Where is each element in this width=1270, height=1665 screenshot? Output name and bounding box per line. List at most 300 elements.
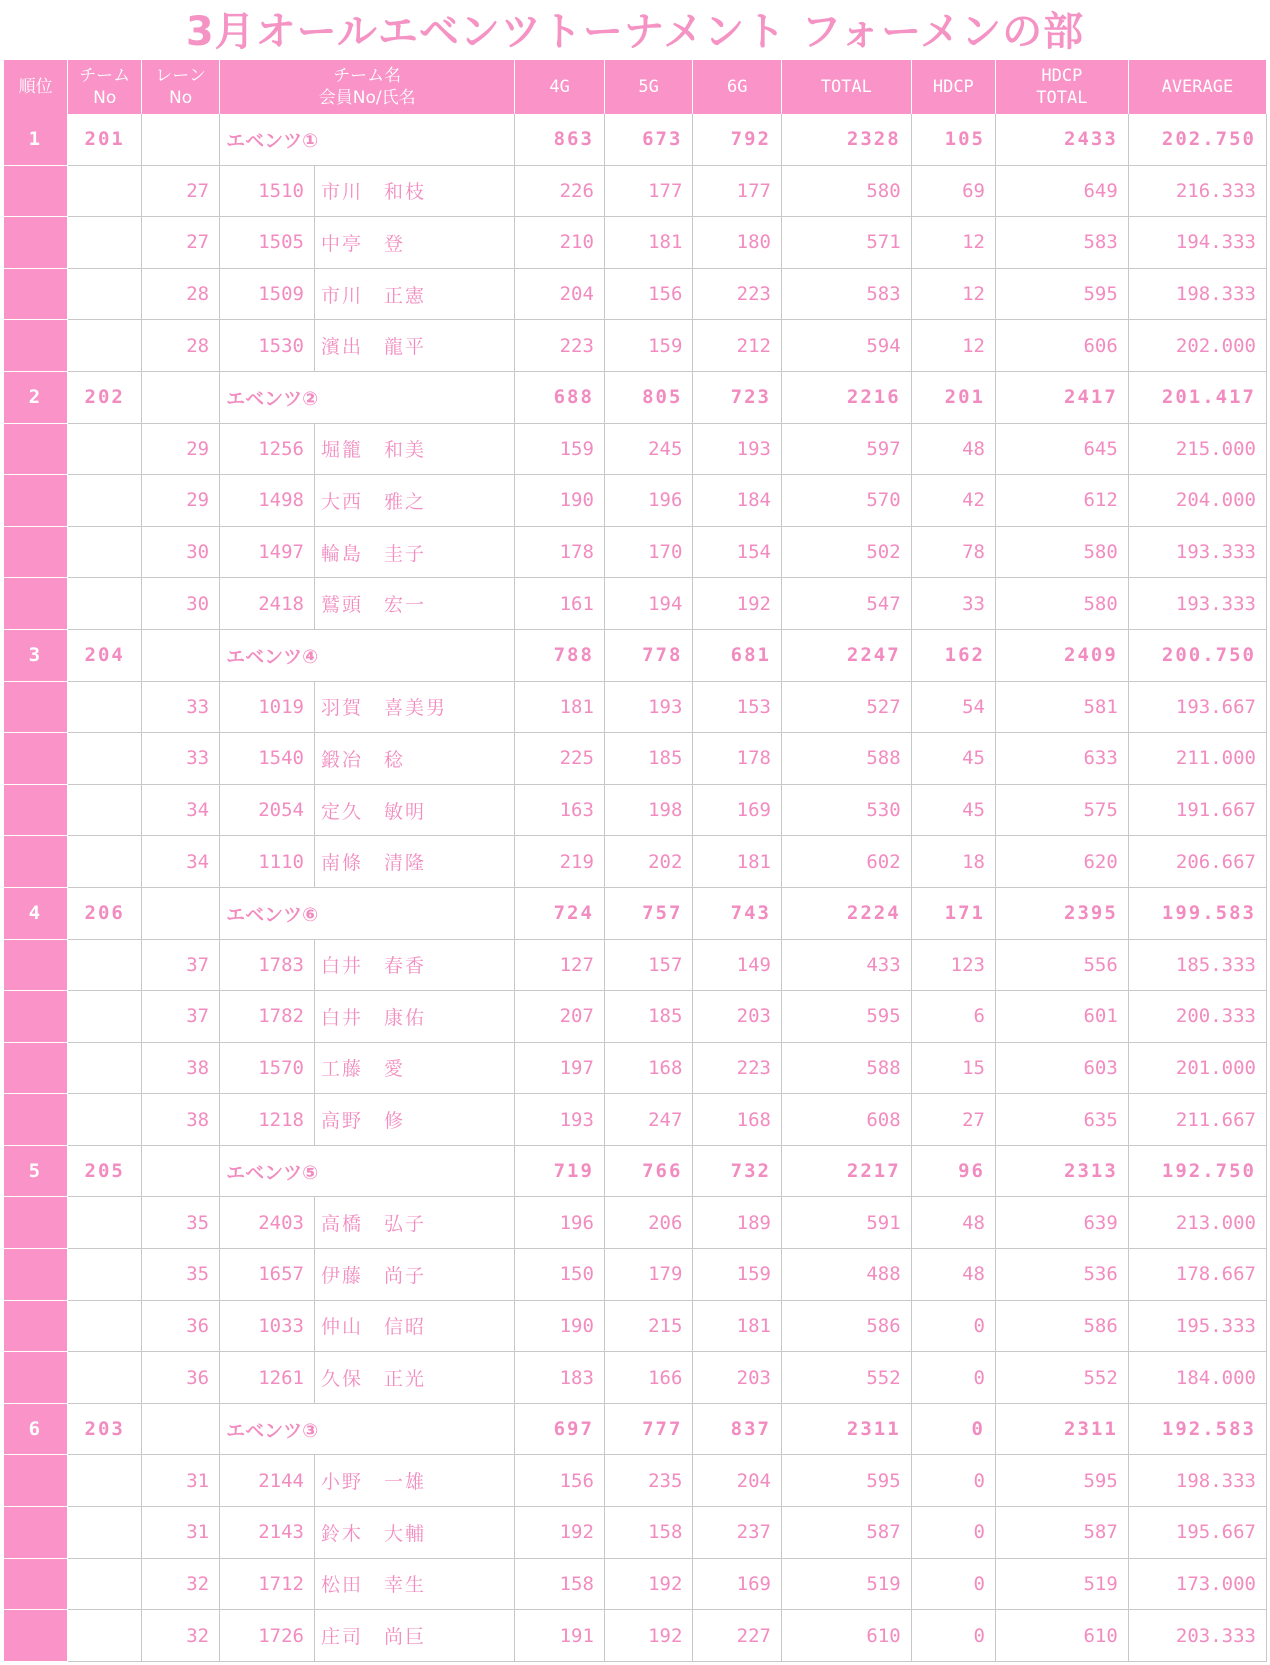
player-g4-cell: 183 xyxy=(515,1352,605,1404)
team-hdcp-total-cell: 2311 xyxy=(995,1403,1128,1455)
player-g5-cell: 177 xyxy=(604,165,693,217)
team-g4-cell: 863 xyxy=(515,114,605,165)
player-g5-cell: 245 xyxy=(604,423,693,475)
team-average-cell: 192.583 xyxy=(1128,1403,1266,1455)
player-row xyxy=(4,1558,1267,1610)
rank-cell xyxy=(4,1558,68,1610)
header-lane-no: レーン No xyxy=(142,60,220,114)
team-average-cell: 199.583 xyxy=(1128,887,1266,939)
player-hdcp-total-cell: 639 xyxy=(995,1197,1128,1249)
player-average-cell: 191.667 xyxy=(1128,784,1266,836)
member-no-cell: 1782 xyxy=(220,991,315,1043)
player-name-cell: 白井 康佑 xyxy=(314,991,514,1043)
player-total-cell: 594 xyxy=(781,320,911,372)
lane-cell: 38 xyxy=(142,1042,220,1094)
member-no-cell: 2143 xyxy=(220,1507,315,1559)
player-total-cell: 588 xyxy=(781,733,911,785)
player-g6-cell: 181 xyxy=(693,1300,782,1352)
header-6g: 6G xyxy=(693,60,782,114)
team-no-cell xyxy=(68,991,142,1043)
player-name-cell: 市川 正憲 xyxy=(314,268,514,320)
team-no-cell xyxy=(68,217,142,269)
member-no-cell: 1509 xyxy=(220,268,315,320)
player-g4-cell: 190 xyxy=(515,1300,605,1352)
player-g4-cell: 196 xyxy=(515,1197,605,1249)
player-hdcp-cell: 48 xyxy=(911,1197,995,1249)
player-hdcp-cell: 12 xyxy=(911,320,995,372)
player-total-cell: 586 xyxy=(781,1300,911,1352)
player-g5-cell: 179 xyxy=(604,1249,693,1301)
player-g5-cell: 157 xyxy=(604,939,693,991)
player-hdcp-cell: 0 xyxy=(911,1558,995,1610)
player-g6-cell: 168 xyxy=(693,1094,782,1146)
member-no-cell: 1530 xyxy=(220,320,315,372)
player-g5-cell: 196 xyxy=(604,475,693,527)
team-g4-cell: 688 xyxy=(515,371,605,423)
rank-cell xyxy=(4,1249,68,1301)
header-team-name: チーム名 会員No/氏名 xyxy=(220,60,515,114)
header-total: TOTAL xyxy=(781,60,911,114)
player-hdcp-total-cell: 606 xyxy=(995,320,1128,372)
rank-cell xyxy=(4,939,68,991)
player-hdcp-total-cell: 581 xyxy=(995,681,1128,733)
player-g5-cell: 168 xyxy=(604,1042,693,1094)
player-row xyxy=(4,1042,1267,1094)
player-hdcp-cell: 0 xyxy=(911,1507,995,1559)
team-g6-cell: 743 xyxy=(693,887,782,939)
player-g4-cell: 207 xyxy=(515,991,605,1043)
player-hdcp-cell: 69 xyxy=(911,165,995,217)
lane-cell: 33 xyxy=(142,733,220,785)
team-no-cell xyxy=(68,836,142,888)
player-g5-cell: 193 xyxy=(604,681,693,733)
member-no-cell: 1033 xyxy=(220,1300,315,1352)
player-g4-cell: 178 xyxy=(515,526,605,578)
player-average-cell: 185.333 xyxy=(1128,939,1266,991)
header-rank: 順位 xyxy=(4,60,68,114)
player-total-cell: 519 xyxy=(781,1558,911,1610)
team-total-cell: 2217 xyxy=(781,1145,911,1197)
player-average-cell: 211.000 xyxy=(1128,733,1266,785)
player-g5-cell: 202 xyxy=(604,836,693,888)
team-hdcp-total-cell: 2395 xyxy=(995,887,1128,939)
player-total-cell: 583 xyxy=(781,268,911,320)
player-average-cell: 216.333 xyxy=(1128,165,1266,217)
team-no-cell xyxy=(68,1507,142,1559)
team-no-cell xyxy=(68,1197,142,1249)
player-g6-cell: 177 xyxy=(693,165,782,217)
player-g6-cell: 237 xyxy=(693,1507,782,1559)
player-g5-cell: 192 xyxy=(604,1610,693,1662)
lane-cell: 30 xyxy=(142,578,220,630)
rank-cell: 1 xyxy=(4,114,68,165)
player-row xyxy=(4,1249,1267,1301)
team-no-cell xyxy=(68,1300,142,1352)
team-average-cell: 192.750 xyxy=(1128,1145,1266,1197)
player-hdcp-total-cell: 620 xyxy=(995,836,1128,888)
lane-cell: 29 xyxy=(142,423,220,475)
player-average-cell: 206.667 xyxy=(1128,836,1266,888)
player-g4-cell: 127 xyxy=(515,939,605,991)
rank-cell xyxy=(4,165,68,217)
player-name-cell: 工藤 愛 xyxy=(314,1042,514,1094)
player-g5-cell: 198 xyxy=(604,784,693,836)
team-no-cell: 203 xyxy=(68,1403,142,1455)
player-hdcp-total-cell: 583 xyxy=(995,217,1128,269)
team-no-cell xyxy=(68,578,142,630)
team-g6-cell: 681 xyxy=(693,629,782,681)
lane-cell: 27 xyxy=(142,165,220,217)
lane-cell: 29 xyxy=(142,475,220,527)
team-g4-cell: 719 xyxy=(515,1145,605,1197)
player-row xyxy=(4,991,1267,1043)
member-no-cell: 1726 xyxy=(220,1610,315,1662)
team-row xyxy=(4,887,1267,939)
lane-cell: 36 xyxy=(142,1300,220,1352)
header-4g: 4G xyxy=(515,60,605,114)
team-no-cell xyxy=(68,1558,142,1610)
player-g5-cell: 166 xyxy=(604,1352,693,1404)
lane-cell: 34 xyxy=(142,836,220,888)
lane-cell: 37 xyxy=(142,939,220,991)
player-g6-cell: 227 xyxy=(693,1610,782,1662)
player-hdcp-total-cell: 587 xyxy=(995,1507,1128,1559)
player-total-cell: 552 xyxy=(781,1352,911,1404)
player-hdcp-total-cell: 601 xyxy=(995,991,1128,1043)
player-g5-cell: 206 xyxy=(604,1197,693,1249)
player-g6-cell: 181 xyxy=(693,836,782,888)
player-hdcp-total-cell: 603 xyxy=(995,1042,1128,1094)
team-g4-cell: 724 xyxy=(515,887,605,939)
lane-cell: 32 xyxy=(142,1610,220,1662)
player-average-cell: 193.667 xyxy=(1128,681,1266,733)
player-g6-cell: 204 xyxy=(693,1455,782,1507)
team-row xyxy=(4,629,1267,681)
player-name-cell: 久保 正光 xyxy=(314,1352,514,1404)
player-g6-cell: 223 xyxy=(693,1042,782,1094)
team-name-cell: エベンツ④ xyxy=(220,629,515,681)
player-total-cell: 570 xyxy=(781,475,911,527)
rank-cell xyxy=(4,733,68,785)
player-g5-cell: 181 xyxy=(604,217,693,269)
player-row xyxy=(4,217,1267,269)
lane-cell: 30 xyxy=(142,526,220,578)
player-average-cell: 211.667 xyxy=(1128,1094,1266,1146)
team-name-cell: エベンツ② xyxy=(220,371,515,423)
player-g6-cell: 203 xyxy=(693,991,782,1043)
player-g4-cell: 192 xyxy=(515,1507,605,1559)
player-g4-cell: 226 xyxy=(515,165,605,217)
lane-cell: 32 xyxy=(142,1558,220,1610)
player-g6-cell: 169 xyxy=(693,784,782,836)
team-hdcp-total-cell: 2417 xyxy=(995,371,1128,423)
rank-cell: 4 xyxy=(4,887,68,939)
player-name-cell: 高橋 弘子 xyxy=(314,1197,514,1249)
player-total-cell: 595 xyxy=(781,1455,911,1507)
player-hdcp-total-cell: 586 xyxy=(995,1300,1128,1352)
rank-cell: 3 xyxy=(4,629,68,681)
player-g4-cell: 204 xyxy=(515,268,605,320)
player-g4-cell: 193 xyxy=(515,1094,605,1146)
player-hdcp-cell: 123 xyxy=(911,939,995,991)
member-no-cell: 1019 xyxy=(220,681,315,733)
player-average-cell: 202.000 xyxy=(1128,320,1266,372)
player-name-cell: 鈴木 大輔 xyxy=(314,1507,514,1559)
rank-cell xyxy=(4,1042,68,1094)
player-g5-cell: 185 xyxy=(604,991,693,1043)
player-name-cell: 白井 春香 xyxy=(314,939,514,991)
team-hdcp-cell: 96 xyxy=(911,1145,995,1197)
player-hdcp-cell: 18 xyxy=(911,836,995,888)
player-average-cell: 178.667 xyxy=(1128,1249,1266,1301)
team-hdcp-cell: 105 xyxy=(911,114,995,165)
team-row xyxy=(4,371,1267,423)
player-g4-cell: 181 xyxy=(515,681,605,733)
player-name-cell: 市川 和枝 xyxy=(314,165,514,217)
team-no-cell xyxy=(68,1249,142,1301)
team-no-cell xyxy=(68,733,142,785)
rank-cell xyxy=(4,1610,68,1662)
player-row xyxy=(4,578,1267,630)
team-average-cell: 202.750 xyxy=(1128,114,1266,165)
player-g4-cell: 197 xyxy=(515,1042,605,1094)
player-name-cell: 高野 修 xyxy=(314,1094,514,1146)
team-no-cell xyxy=(68,1352,142,1404)
player-hdcp-total-cell: 649 xyxy=(995,165,1128,217)
team-no-cell: 202 xyxy=(68,371,142,423)
lane-cell: 27 xyxy=(142,217,220,269)
player-average-cell: 184.000 xyxy=(1128,1352,1266,1404)
player-average-cell: 204.000 xyxy=(1128,475,1266,527)
player-name-cell: 定久 敏明 xyxy=(314,784,514,836)
team-g6-cell: 732 xyxy=(693,1145,782,1197)
table-header-row xyxy=(4,60,1267,114)
player-average-cell: 215.000 xyxy=(1128,423,1266,475)
player-g5-cell: 247 xyxy=(604,1094,693,1146)
lane-cell: 35 xyxy=(142,1197,220,1249)
player-hdcp-total-cell: 633 xyxy=(995,733,1128,785)
team-g5-cell: 766 xyxy=(604,1145,693,1197)
player-average-cell: 193.333 xyxy=(1128,526,1266,578)
team-no-cell xyxy=(68,1455,142,1507)
player-name-cell: 輪島 圭子 xyxy=(314,526,514,578)
player-row xyxy=(4,939,1267,991)
player-average-cell: 213.000 xyxy=(1128,1197,1266,1249)
team-g5-cell: 673 xyxy=(604,114,693,165)
rank-cell xyxy=(4,1507,68,1559)
player-name-cell: 鍛冶 稔 xyxy=(314,733,514,785)
member-no-cell: 2054 xyxy=(220,784,315,836)
player-name-cell: 庄司 尚巨 xyxy=(314,1610,514,1662)
page-title: 3月オールエベンツトーナメント フォーメンの部 xyxy=(185,9,1085,55)
team-hdcp-cell: 171 xyxy=(911,887,995,939)
player-average-cell: 194.333 xyxy=(1128,217,1266,269)
rank-cell xyxy=(4,991,68,1043)
team-no-cell: 205 xyxy=(68,1145,142,1197)
player-row xyxy=(4,1094,1267,1146)
rank-cell: 2 xyxy=(4,371,68,423)
member-no-cell: 1261 xyxy=(220,1352,315,1404)
team-total-cell: 2216 xyxy=(781,371,911,423)
results-body xyxy=(4,114,1267,1661)
player-g4-cell: 150 xyxy=(515,1249,605,1301)
player-g6-cell: 153 xyxy=(693,681,782,733)
team-average-cell: 200.750 xyxy=(1128,629,1266,681)
player-row xyxy=(4,475,1267,527)
team-hdcp-total-cell: 2313 xyxy=(995,1145,1128,1197)
member-no-cell: 1657 xyxy=(220,1249,315,1301)
team-row xyxy=(4,1403,1267,1455)
player-hdcp-total-cell: 645 xyxy=(995,423,1128,475)
results-table xyxy=(3,60,1267,1662)
team-no-cell xyxy=(68,320,142,372)
team-no-cell xyxy=(68,784,142,836)
player-hdcp-total-cell: 519 xyxy=(995,1558,1128,1610)
player-row xyxy=(4,1455,1267,1507)
player-hdcp-total-cell: 580 xyxy=(995,526,1128,578)
team-no-cell xyxy=(68,1610,142,1662)
player-hdcp-total-cell: 580 xyxy=(995,578,1128,630)
lane-cell: 36 xyxy=(142,1352,220,1404)
player-g6-cell: 178 xyxy=(693,733,782,785)
player-name-cell: 伊藤 尚子 xyxy=(314,1249,514,1301)
player-g4-cell: 219 xyxy=(515,836,605,888)
player-average-cell: 173.000 xyxy=(1128,1558,1266,1610)
team-no-cell xyxy=(68,475,142,527)
player-total-cell: 547 xyxy=(781,578,911,630)
player-hdcp-cell: 78 xyxy=(911,526,995,578)
team-no-cell xyxy=(68,526,142,578)
member-no-cell: 1570 xyxy=(220,1042,315,1094)
player-name-cell: 大西 雅之 xyxy=(314,475,514,527)
player-total-cell: 588 xyxy=(781,1042,911,1094)
player-g6-cell: 192 xyxy=(693,578,782,630)
team-g5-cell: 757 xyxy=(604,887,693,939)
player-hdcp-cell: 33 xyxy=(911,578,995,630)
player-average-cell: 200.333 xyxy=(1128,991,1266,1043)
rank-cell xyxy=(4,784,68,836)
rank-cell xyxy=(4,1197,68,1249)
player-row xyxy=(4,1300,1267,1352)
member-no-cell: 1783 xyxy=(220,939,315,991)
team-hdcp-total-cell: 2433 xyxy=(995,114,1128,165)
team-total-cell: 2328 xyxy=(781,114,911,165)
player-total-cell: 502 xyxy=(781,526,911,578)
player-row xyxy=(4,1197,1267,1249)
player-name-cell: 濱出 龍平 xyxy=(314,320,514,372)
rank-cell xyxy=(4,836,68,888)
player-g4-cell: 161 xyxy=(515,578,605,630)
member-no-cell: 1510 xyxy=(220,165,315,217)
member-no-cell: 1497 xyxy=(220,526,315,578)
player-g5-cell: 192 xyxy=(604,1558,693,1610)
player-name-cell: 鷲頭 宏一 xyxy=(314,578,514,630)
player-g5-cell: 158 xyxy=(604,1507,693,1559)
team-row xyxy=(4,114,1267,165)
lane-cell xyxy=(142,1145,220,1197)
team-no-cell: 206 xyxy=(68,887,142,939)
player-hdcp-cell: 12 xyxy=(911,268,995,320)
player-name-cell: 小野 一雄 xyxy=(314,1455,514,1507)
player-total-cell: 597 xyxy=(781,423,911,475)
player-hdcp-total-cell: 595 xyxy=(995,268,1128,320)
team-name-cell: エベンツ③ xyxy=(220,1403,515,1455)
player-name-cell: 松田 幸生 xyxy=(314,1558,514,1610)
team-no-cell xyxy=(68,1094,142,1146)
player-g4-cell: 191 xyxy=(515,1610,605,1662)
team-no-cell xyxy=(68,423,142,475)
team-g5-cell: 805 xyxy=(604,371,693,423)
lane-cell xyxy=(142,1403,220,1455)
player-hdcp-total-cell: 556 xyxy=(995,939,1128,991)
player-hdcp-total-cell: 610 xyxy=(995,1610,1128,1662)
lane-cell xyxy=(142,114,220,165)
team-g5-cell: 777 xyxy=(604,1403,693,1455)
player-g5-cell: 215 xyxy=(604,1300,693,1352)
player-g4-cell: 163 xyxy=(515,784,605,836)
member-no-cell: 1540 xyxy=(220,733,315,785)
player-total-cell: 608 xyxy=(781,1094,911,1146)
player-total-cell: 571 xyxy=(781,217,911,269)
header-5g: 5G xyxy=(604,60,693,114)
lane-cell: 34 xyxy=(142,784,220,836)
player-total-cell: 591 xyxy=(781,1197,911,1249)
player-row xyxy=(4,423,1267,475)
team-total-cell: 2247 xyxy=(781,629,911,681)
player-name-cell: 南條 清隆 xyxy=(314,836,514,888)
team-name-cell: エベンツ① xyxy=(220,114,515,165)
player-row xyxy=(4,784,1267,836)
player-row xyxy=(4,320,1267,372)
player-g4-cell: 225 xyxy=(515,733,605,785)
team-no-cell xyxy=(68,939,142,991)
rank-cell: 5 xyxy=(4,1145,68,1197)
player-average-cell: 203.333 xyxy=(1128,1610,1266,1662)
rank-cell xyxy=(4,423,68,475)
header-hdcp: HDCP xyxy=(911,60,995,114)
player-average-cell: 193.333 xyxy=(1128,578,1266,630)
player-hdcp-total-cell: 536 xyxy=(995,1249,1128,1301)
player-hdcp-cell: 54 xyxy=(911,681,995,733)
team-average-cell: 201.417 xyxy=(1128,371,1266,423)
rank-cell xyxy=(4,475,68,527)
team-no-cell xyxy=(68,681,142,733)
player-g5-cell: 235 xyxy=(604,1455,693,1507)
member-no-cell: 2144 xyxy=(220,1455,315,1507)
player-g4-cell: 190 xyxy=(515,475,605,527)
lane-cell: 37 xyxy=(142,991,220,1043)
player-hdcp-cell: 0 xyxy=(911,1455,995,1507)
player-average-cell: 195.667 xyxy=(1128,1507,1266,1559)
player-g5-cell: 185 xyxy=(604,733,693,785)
player-total-cell: 527 xyxy=(781,681,911,733)
player-g6-cell: 184 xyxy=(693,475,782,527)
player-row xyxy=(4,268,1267,320)
team-g4-cell: 788 xyxy=(515,629,605,681)
header-team-no: チーム No xyxy=(68,60,142,114)
rank-cell: 6 xyxy=(4,1403,68,1455)
rank-cell xyxy=(4,1300,68,1352)
team-no-cell: 204 xyxy=(68,629,142,681)
team-g6-cell: 792 xyxy=(693,114,782,165)
member-no-cell: 2418 xyxy=(220,578,315,630)
player-g4-cell: 210 xyxy=(515,217,605,269)
player-g6-cell: 193 xyxy=(693,423,782,475)
player-hdcp-cell: 12 xyxy=(911,217,995,269)
player-name-cell: 仲山 信昭 xyxy=(314,1300,514,1352)
team-no-cell: 201 xyxy=(68,114,142,165)
lane-cell: 38 xyxy=(142,1094,220,1146)
